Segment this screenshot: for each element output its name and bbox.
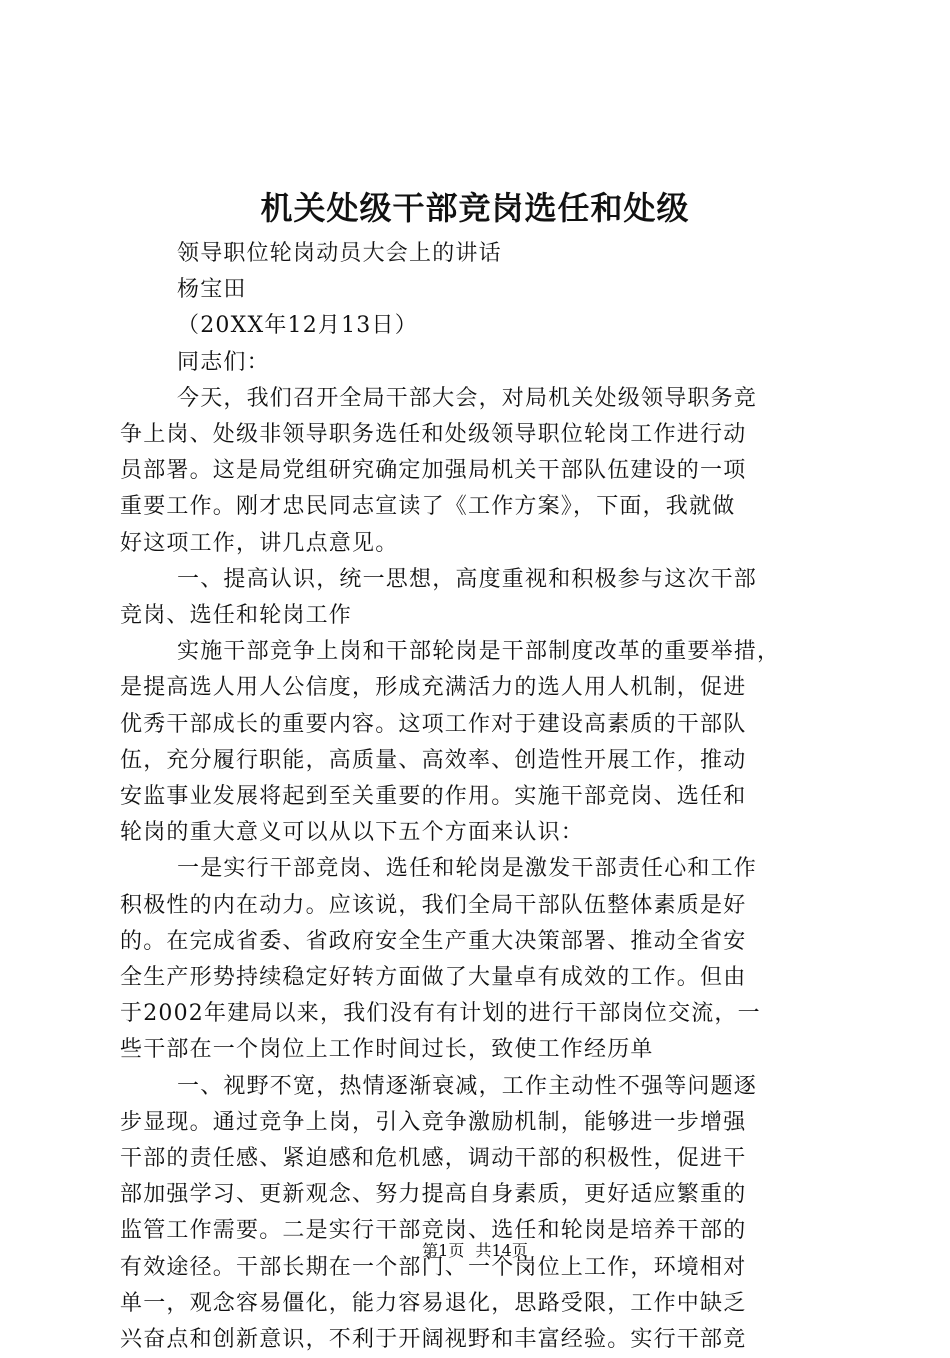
text-line: 监管工作需要。二是实行干部竞岗、选任和轮岗是培养干部的 bbox=[120, 1218, 747, 1244]
text-line: 于2002年建局以来，我们没有有计划的进行干部岗位交流，一 bbox=[120, 1001, 761, 1027]
page-footer bbox=[0, 1240, 950, 1262]
text-line: 些干部在一个岗位上工作时间过长，致使工作经历单 bbox=[120, 1037, 654, 1063]
text-line: 一、提高认识，统一思想，高度重视和积极参与这次干部 bbox=[177, 566, 758, 592]
text-line: 兴奋点和创新意识，不利于开阔视野和丰富经验。实行干部竞 bbox=[120, 1327, 747, 1353]
text-line: 部加强学习、更新观念、努力提高自身素质，更好适应繁重的 bbox=[120, 1182, 747, 1208]
text-line: 重要工作。刚才忠民同志宣读了《工作方案》，下面，我就做 bbox=[120, 494, 736, 520]
page-total: 共14页 bbox=[475, 1241, 528, 1260]
text-line: 争上岗、处级非领导职务选任和处级领导职位轮岗工作进行动 bbox=[120, 422, 747, 448]
text-line: 单一，观念容易僵化，能力容易退化，思路受限，工作中缺乏 bbox=[120, 1290, 747, 1316]
text-line: 有效途径。干部长期在一个部门、一个岗位上工作，环境相对 bbox=[120, 1254, 747, 1280]
text-line: 竞岗、选任和轮岗工作 bbox=[120, 603, 353, 629]
text-line: 一、视野不宽，热情逐渐衰减，工作主动性不强等问题逐 bbox=[177, 1073, 758, 1099]
text-line: 员部署。这是局党组研究确定加强局机关干部队伍建设的一项 bbox=[120, 458, 747, 484]
text-line: 优秀干部成长的重要内容。这项工作对于建设高素质的干部队 bbox=[120, 711, 747, 737]
text-line: 是提高选人用人公信度，形成充满活力的选人用人机制，促进 bbox=[120, 675, 747, 701]
text-line: （20XX年12月13日） bbox=[177, 313, 418, 339]
text-line: 干部的责任感、紧迫感和危机感，调动干部的积极性，促进干 bbox=[120, 1146, 747, 1172]
text-line: 实施干部竞争上岗和干部轮岗是干部制度改革的重要举措， bbox=[177, 639, 781, 665]
page-number: 第1页 bbox=[422, 1241, 465, 1260]
text-line: 今天，我们召开全局干部大会，对局机关处级领导职务竞 bbox=[177, 385, 758, 411]
text-line: 同志们： bbox=[177, 349, 270, 375]
text-line: 积极性的内在动力。应该说，我们全局干部队伍整体素质是好 bbox=[120, 892, 747, 918]
text-line: 轮岗的重大意义可以从以下五个方面来认识： bbox=[120, 820, 585, 846]
text-line: 领导职位轮岗动员大会上的讲话 bbox=[177, 241, 502, 266]
text-line: 好这项工作，讲几点意见。 bbox=[120, 530, 399, 556]
document-title: 机关处级干部竞岗选任和处级 bbox=[260, 189, 690, 227]
text-line: 安监事业发展将起到至关重要的作用。实施干部竞岗、选任和 bbox=[120, 784, 747, 810]
text-line: 杨宝田 bbox=[177, 277, 247, 303]
document-body bbox=[120, 236, 832, 1358]
text-line: 步显现。通过竞争上岗，引入竞争激励机制，能够进一步增强 bbox=[120, 1109, 747, 1135]
text-line: 的。在完成省委、省政府安全生产重大决策部署、推动全省安 bbox=[120, 928, 747, 954]
text-line: 全生产形势持续稳定好转方面做了大量卓有成效的工作。但由 bbox=[120, 965, 747, 991]
text-line: 伍，充分履行职能，高质量、高效率、创造性开展工作，推动 bbox=[120, 747, 747, 773]
text-line: 一是实行干部竞岗、选任和轮岗是激发干部责任心和工作 bbox=[177, 856, 758, 882]
